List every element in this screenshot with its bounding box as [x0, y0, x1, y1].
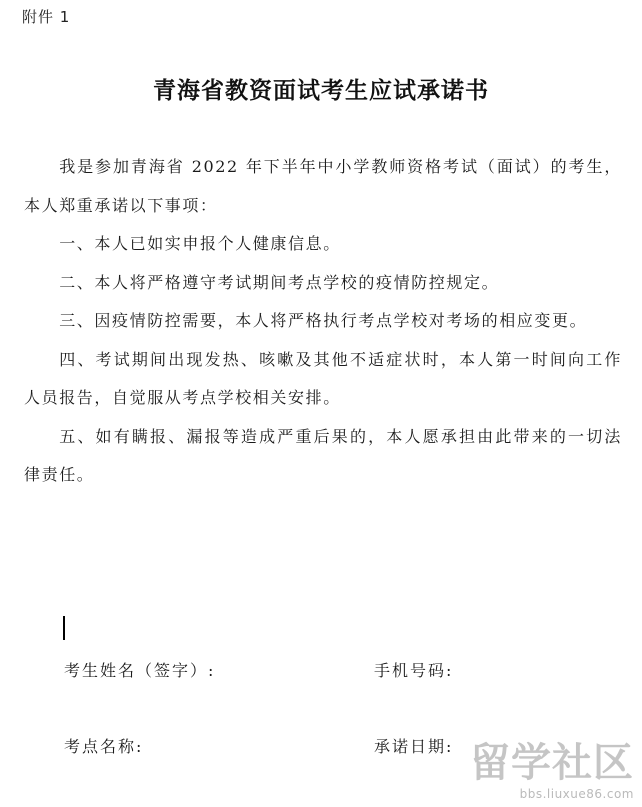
attachment-label: 附件 1	[22, 8, 71, 26]
date-label: 承诺日期:	[374, 737, 454, 756]
watermark-url: bbs.liuxue86.com	[519, 787, 634, 801]
paragraph-item-3: 三、因疫情防控需要，本人将严格执行考点学校对考场的相应变更。	[59, 311, 588, 330]
name-signature-label: 考生姓名（签字）:	[64, 661, 216, 680]
commitment-body	[24, 148, 622, 495]
paragraph-item-5: 五、如有瞒报、漏报等造成严重后果的，本人愿承担由此带来的一切法律责任。	[24, 426, 622, 484]
paragraph-item-1: 一、本人已如实申报个人健康信息。	[59, 234, 341, 253]
document-title: 青海省教资面试考生应试承诺书	[153, 78, 489, 104]
site-watermark	[464, 739, 634, 805]
paragraph-item-2: 二、本人将严格遵守考试期间考点学校的疫情防控规定。	[59, 272, 500, 292]
phone-label: 手机号码:	[374, 661, 454, 680]
paragraph-intro: 我是参加青海省 2022 年下半年中小学教师资格考试（面试）的考生，本人郑重承诺以下事项：	[24, 157, 622, 215]
venue-label: 考点名称:	[64, 737, 144, 756]
watermark-logo-text: 留学社区	[470, 740, 634, 786]
paragraph-item-4: 四、考试期间出现发热、咳嗽及其他不适症状时，本人第一时间向工作人员报告，自觉服从考点学校相关安排。	[24, 349, 622, 407]
text-cursor	[63, 616, 65, 640]
